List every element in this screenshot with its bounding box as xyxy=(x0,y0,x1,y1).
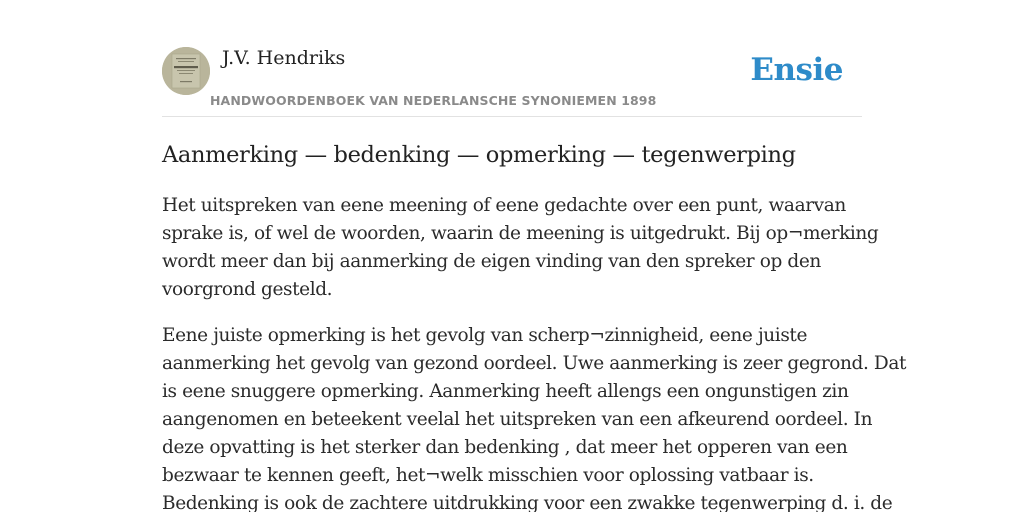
article-body xyxy=(162,192,907,512)
text-line: aanmerking het gevolg van gezond oordeel. Uwe aanmerking is zeer gegrond. Dat xyxy=(162,353,907,374)
author-name[interactable]: J.V. Hendriks xyxy=(222,47,346,69)
ensie-logo[interactable]: Ensie xyxy=(750,52,843,88)
book-cover-avatar[interactable] xyxy=(162,47,210,95)
text-line: is eene snuggere opmerking. Aanmerking heeft allengs een ongunstigen zin xyxy=(162,381,849,402)
text-line: Het uitspreken van eene meening of eene gedachte over een punt, waarvan xyxy=(162,195,846,216)
article-title: Aanmerking — bedenking — opmerking — tegenwerping xyxy=(162,142,796,168)
source-title[interactable]: HANDWOORDENBOEK VAN NEDERLANSCHE SYNONIEMEN 1898 xyxy=(210,93,657,108)
text-line: wordt meer dan bij aanmerking de eigen vinding van den spreker op den xyxy=(162,251,821,272)
book-cover-image xyxy=(162,47,210,95)
text-line: aangenomen en beteekent veelal het uitspreken van een afkeurend oordeel. In xyxy=(162,409,873,430)
text-line: voorgrond gesteld. xyxy=(162,279,333,300)
text-line: deze opvatting is het sterker dan bedenking , dat meer het opperen van een xyxy=(162,437,848,458)
paragraph-2 xyxy=(162,322,907,512)
page-header xyxy=(162,46,862,117)
paragraph-1 xyxy=(162,192,877,304)
text-line: bezwaar te kennen geeft, het¬welk misschien voor oplossing vatbaar is. xyxy=(162,465,814,486)
text-line: Eene juiste opmerking is het gevolg van scherp¬zinnigheid, eene juiste xyxy=(162,325,807,346)
text-line: sprake is, of wel de woorden, waarin de meening is uitgedrukt. Bij op¬merking xyxy=(162,223,879,244)
text-line: Bedenking is ook de zachtere uitdrukking voor een zwakke tegenwerping d. i. de xyxy=(162,493,893,512)
